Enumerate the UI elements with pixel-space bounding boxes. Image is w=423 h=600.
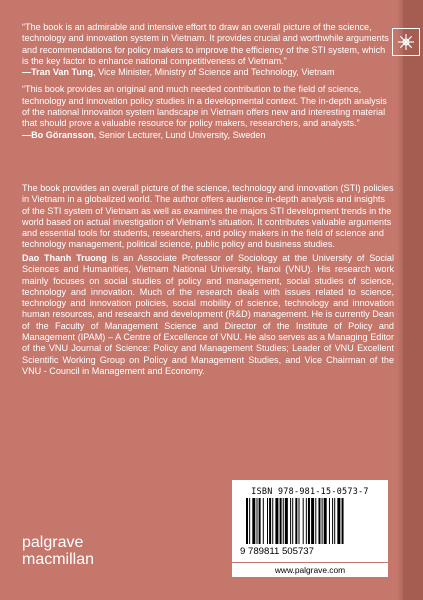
description-text: The book provides an overall picture of the science, technology and innovation (STI) policies in Vietnam in a globalized world. The author offers audience in-depth analysis and insights of the STI system of Vietnam as well as examines the majors STI development trends in the world based on actual investigation of Vietnam’s situation. It contributes valuable arguments and essential tools for students, researchers, and policy makers in the field of science and technology management, political science, public policy and business studies. [22,183,394,250]
book-description [22,183,394,251]
palgrave-star-logo-icon [392,28,420,56]
biography-body: is an Associate Professor of Sociology at the University of Social Sciences and Humanities, Vietnam National University, Hanoi (VNU). His research work mainly focuses on social studies of policy and management, social studies of science, technology and innovation. Much of the research deals with issues related to science, technology and innovation policies, social mobility of science, technology and innovation human resources, and research and development (R&D) management. He is currently Dean of the Faculty of Management Science and Director of the Institute of Policy and Management (IPAM) – A Centre of Excellence of VNU. He also serves as a Managing Editor of the VNU Journal of Science: Policy and Management Studies; Leader of VNU Excellent Scientific Working Group on Policy and Management Studies, and Vice Chairman of the VNU - Council in Management and Economy. [22,253,394,376]
author-biography [22,253,394,377]
isbn-label: ISBN 978-981-15-0573-7 [251,486,369,496]
endorsement-author: —Bo Göransson [22,129,94,140]
endorsement-attribution [22,67,394,78]
author-name: Dao Thanh Truong [22,253,107,263]
publisher-logo [22,534,94,568]
endorsement-2 [22,84,394,140]
endorsement-1 [22,22,394,78]
barcode-icon [246,498,376,546]
barcode-panel [232,480,388,562]
endorsement-affiliation: , Senior Lecturer, Lund University, Sweden [93,129,266,140]
endorsement-author: —Tran Van Tung [22,67,94,78]
publisher-website: www.palgrave.com [232,562,388,577]
publisher-name-line1: palgrave [22,534,84,551]
spine-edge [403,0,423,600]
endorsement-attribution [22,130,394,141]
endorsement-affiliation: , Vice Minister, Ministry of Science and Technology, Vietnam [93,67,335,78]
biography-text [22,253,394,377]
endorsement-quote: “This book provides an original and much needed contribution to the field of science, technology and innovation policy studies in a developmental context. The in-depth analysis of the national innovation system landscape in Vietnam offers new and interesting material that should prove a valuable resource for policy makers, researchers, and analysts.” [22,84,387,129]
endorsement-quote: “The book is an admirable and intensive effort to draw an overall picture of the science, technology and innovation system in Vietnam. It provides crucial and worthwhile arguments and recommendations for policy makers to improve the efficiency of the STI system, which is the key factor to enhance national competitiveness of Vietnam.” [22,22,389,66]
publisher-name-line2: macmillan [22,551,95,568]
endorsements [22,22,394,147]
barcode-digits: 9 789811 505737 [240,546,314,557]
